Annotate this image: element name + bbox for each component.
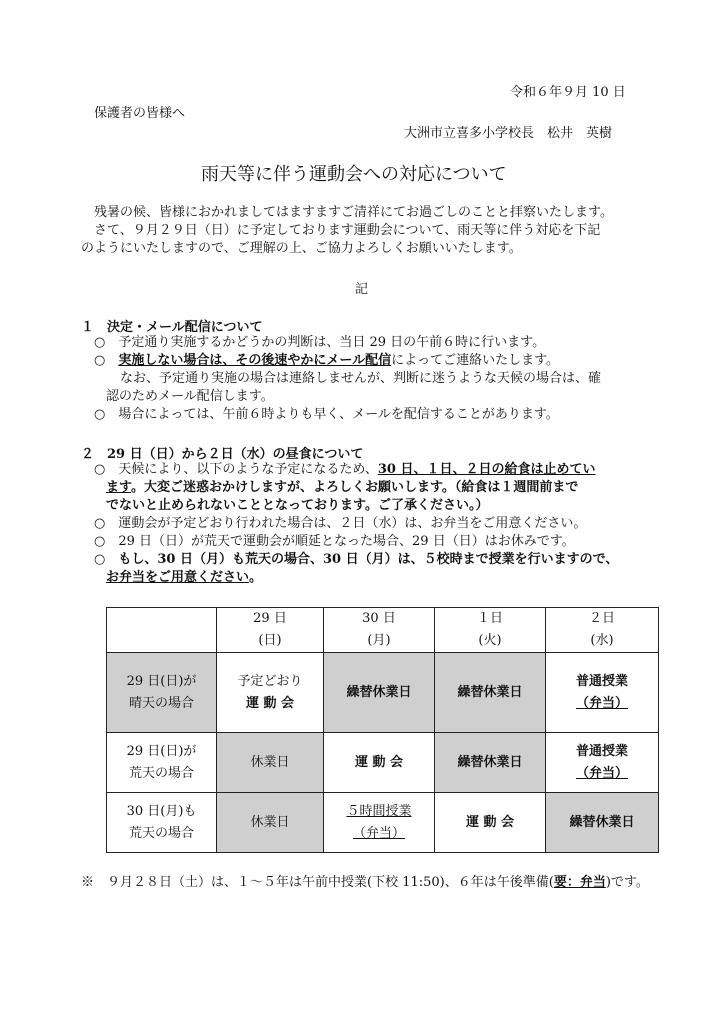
table-cell: ５時間授業 （弁当） (324, 793, 435, 853)
schedule-table (106, 607, 659, 853)
column-header: １日 (火) (435, 608, 546, 653)
section2-heading: ２ 29 日（日）から２日（水）の昼食について (81, 447, 364, 462)
document-date: 令和６年９月 10 日 (510, 85, 626, 100)
emphasis-text: 実施しない場合は、その後速やかにメール配信 (118, 353, 392, 368)
section2-item3: ○ 29 日（日）が荒天で運動会が順延となった場合、29 日（日）はお休みです。 (94, 534, 575, 549)
column-header: ２日 (水) (546, 608, 659, 653)
table-cell: 繰替休業日 (546, 793, 659, 853)
table-header-row (107, 608, 659, 653)
intro-line-2: さて、９月２９日（日）に予定しております運動会について、雨天等に伴う対応を下記 (94, 223, 601, 238)
section2-item4-line2 (106, 569, 262, 587)
table-row (107, 653, 659, 733)
section1-item1: ○ 予定通り実施するかどうかの判断は、当日 29 日の午前６時に行います。 (94, 335, 546, 350)
sender: 大洲市立喜多小学校長 松井 英樹 (404, 126, 613, 141)
recipient: 保護者の皆様へ (94, 106, 186, 121)
section2-item1 (94, 461, 595, 479)
intro-line-3: のようにいたしますので、ご理解の上、ご協力よろしくお願いいたします。 (81, 241, 522, 256)
table-cell: 運 動 会 (435, 793, 546, 853)
page-title: 雨天等に伴う運動会への対応について (201, 164, 507, 185)
intro-line-1: 残暑の候、皆様におかれましてはますますご清祥にてお過ごしのことと拝察いたします。 (94, 205, 613, 220)
emphasis-text: お弁当をご用意ください (106, 570, 250, 585)
section2-item4: ○ もし、30 日（月）も荒天の場合、30 日（月）は、５校時まで授業を行いますので、 (94, 552, 619, 567)
table-cell: 普通授業 （弁当） (546, 653, 659, 733)
row-label: 30 日(月)も 荒天の場合 (107, 793, 217, 853)
section2-item1-line2 (106, 479, 578, 497)
footnote (81, 871, 649, 890)
bullet: ○ (94, 353, 119, 368)
plain-text: によってご連絡いたします。 (391, 353, 560, 368)
column-header: 29 日 (日) (217, 608, 324, 653)
emphasis-text: 30 日、１日、２日の給食は止めてい (377, 462, 596, 477)
plain-text: ※ ９月２８日（土）は、１～５年は午前中授業(下校 11:50)、６年は午後準備( (81, 875, 554, 890)
table-cell: 繰替休業日 (435, 733, 546, 793)
corner-cell (107, 608, 217, 653)
bold-text: 。大変ご迷惑おかけしますが、よろしくお願いします。（給食は１週間前まで (130, 480, 579, 495)
row-label: 29 日(日)が 晴天の場合 (107, 653, 217, 733)
section2-item1-line3: でないと止められないこととなっております。ご了承ください。） (106, 498, 489, 513)
section1-item3: ○ 場合によっては、午前６時よりも早く、メールを配信することがあります。 (94, 407, 559, 422)
table-row (107, 793, 659, 853)
row-label: 29 日(日)が 荒天の場合 (107, 733, 217, 793)
plain-text: ○ 天候により、以下のような予定になるため、 (94, 462, 378, 477)
table-row (107, 733, 659, 793)
emphasis-text: ます (106, 480, 131, 495)
plain-text: )です。 (605, 875, 649, 890)
table-cell: 休業日 (217, 733, 324, 793)
section2-item2: ○ 運動会が予定どおり行われた場合は、２日（水）は、お弁当をご用意ください。 (94, 516, 587, 531)
plain-text: 。 (249, 570, 263, 585)
emphasis-text: 要：弁当 (553, 875, 606, 890)
table-cell: 繰替休業日 (324, 653, 435, 733)
table-cell: 休業日 (217, 793, 324, 853)
section1-item2-line3: 認のためメール配信します。 (106, 389, 274, 404)
column-header: 30 日 (月) (324, 608, 435, 653)
section1-heading: １ 決定・メール配信について (81, 320, 263, 335)
section1-item2-line2: なお、予定通り実施の場合は連絡しませんが、判断に迷うような天候の場合は、確 (120, 371, 602, 386)
section1-item2 (94, 352, 559, 370)
table-cell: 普通授業 （弁当） (546, 733, 659, 793)
ki-marker: 記 (355, 282, 369, 297)
table-cell: 繰替休業日 (435, 653, 546, 733)
table-cell: 運 動 会 (324, 733, 435, 793)
table-cell: 予定どおり 運 動 会 (217, 653, 324, 733)
